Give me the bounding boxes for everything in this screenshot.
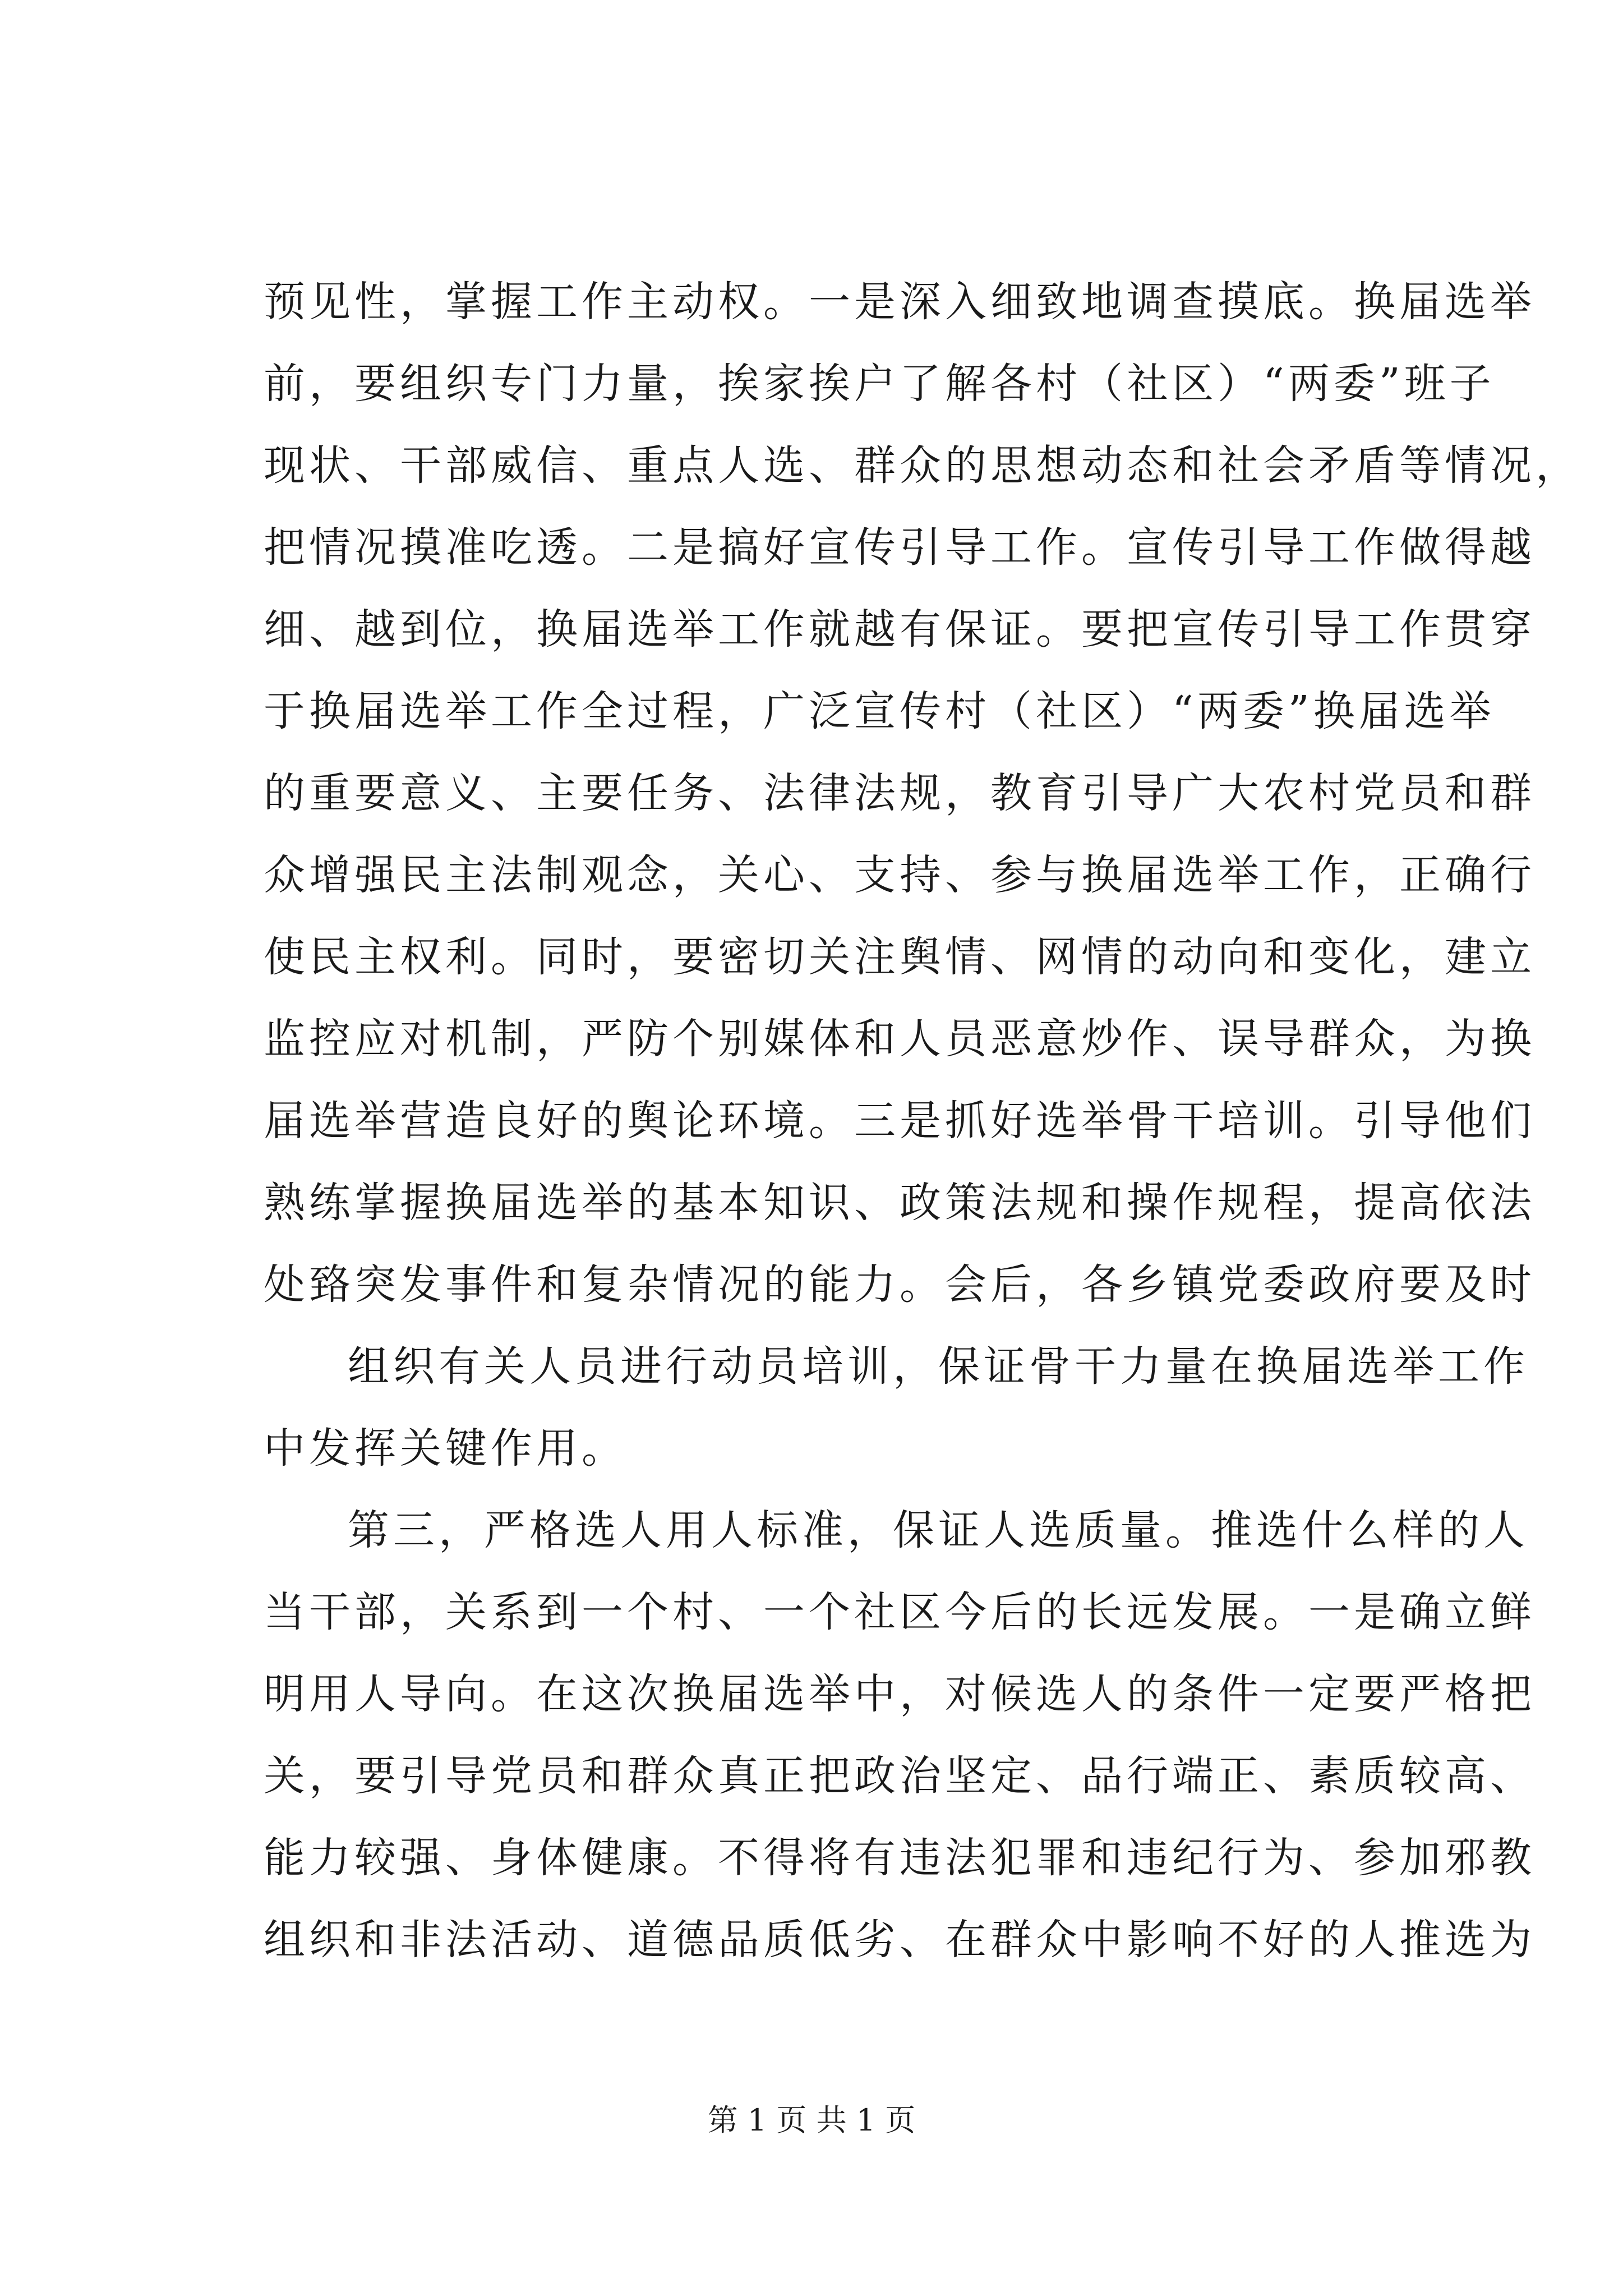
- text-line: 监控应对机制，严防个别媒体和人员恶意炒作、误导群众，为换: [264, 1015, 1536, 1063]
- text-line: 当干部，关系到一个村、一个社区今后的长远发展。一是确立鲜: [264, 1588, 1536, 1636]
- text-line: 众增强民主法制观念，关心、支持、参与换届选举工作，正确行: [264, 851, 1536, 899]
- text-line: 中发挥关键作用。: [264, 1424, 627, 1473]
- text-line: 处臵突发事件和复杂情况的能力。会后，各乡镇党委政府要及时: [264, 1260, 1536, 1309]
- text-line: 第三，严格选人用人标准，保证人选质量。推选什么样的人: [348, 1506, 1529, 1554]
- text-line: 组织和非法活动、道德品质低劣、在群众中影响不好的人推选为: [264, 1916, 1536, 1964]
- text-line: 明用人导向。在这次换届选举中，对候选人的条件一定要严格把: [264, 1670, 1536, 1718]
- text-line: 前，要组织专门力量，挨家挨户了解各村（社区）“两委”班子: [264, 360, 1495, 408]
- text-line: 现状、干部威信、重点人选、群众的思想动态和社会矛盾等情况，: [264, 441, 1581, 490]
- text-line: 细、越到位，换届选举工作就越有保证。要把宣传引导工作贯穿: [264, 605, 1536, 654]
- document-body: [264, 261, 1581, 1981]
- page-footer: 第 1 页 共 1 页: [707, 2102, 916, 2138]
- text-line: 能力较强、身体健康。不得将有违法犯罪和违纪行为、参加邪教: [264, 1834, 1536, 1882]
- text-line: 使民主权利。同时，要密切关注舆情、网情的动向和变化，建立: [264, 933, 1536, 981]
- text-line: 届选举营造良好的舆论环境。三是抓好选举骨干培训。引导他们: [264, 1097, 1536, 1145]
- text-line: 预见性，掌握工作主动权。一是深入细致地调查摸底。换届选举: [264, 278, 1536, 326]
- text-line: 关，要引导党员和群众真正把政治坚定、品行端正、素质较高、: [264, 1752, 1536, 1800]
- text-line: 于换届选举工作全过程，广泛宣传村（社区）“两委”换届选举: [264, 687, 1495, 735]
- text-line: 熟练掌握换届选举的基本知识、政策法规和操作规程，提高依法: [264, 1179, 1536, 1227]
- text-line: 组织有关人员进行动员培训，保证骨干力量在换届选举工作: [348, 1342, 1529, 1391]
- text-line: 把情况摸准吃透。二是搞好宣传引导工作。宣传引导工作做得越: [264, 523, 1536, 572]
- text-line: 的重要意义、主要任务、法律法规，教育引导广大农村党员和群: [264, 769, 1536, 817]
